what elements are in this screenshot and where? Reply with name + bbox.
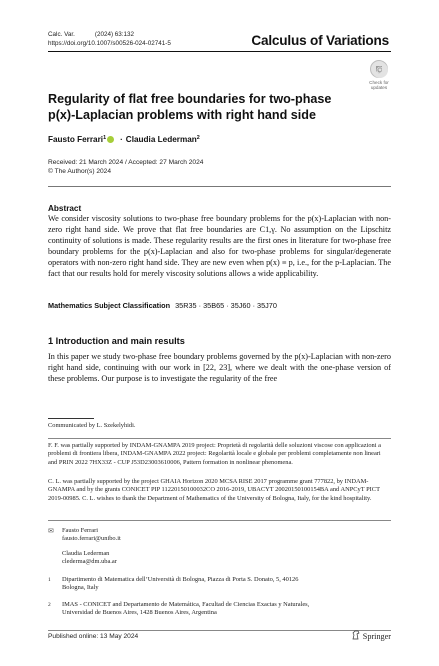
affiliation-1-number: 1 bbox=[48, 577, 51, 583]
article-header-meta bbox=[48, 31, 171, 48]
affiliation-1-line2: Bologna, Italy bbox=[62, 584, 99, 592]
contact-name-2: Claudia Lederman bbox=[62, 549, 110, 557]
contact-name-1: Fausto Ferrari bbox=[62, 527, 99, 534]
received-accepted: Received: 21 March 2024 / Accepted: 27 March 2024 bbox=[48, 159, 204, 166]
msc-label: Mathematics Subject Classification bbox=[48, 301, 171, 310]
publication-dates bbox=[48, 159, 203, 176]
footer-rule bbox=[48, 630, 391, 631]
doi-link[interactable]: https://doi.org/10.1007/s00526-024-02741-5 bbox=[48, 39, 171, 47]
check-for-updates-badge[interactable] bbox=[366, 60, 392, 96]
check-updates-icon bbox=[370, 60, 388, 78]
header-rule bbox=[48, 51, 391, 52]
affiliation-1-line1: Dipartimento di Matematica dell’Università di Bologna, Piazza di Porta S. Donato, 5, 40126 bbox=[62, 576, 299, 583]
author-list bbox=[48, 135, 200, 144]
affiliation-2-line2: Universidad de Buenos Aires, 1428 Buenos Aires, Argentina bbox=[62, 609, 217, 617]
divider bbox=[48, 186, 391, 187]
footnote-divider bbox=[48, 438, 391, 439]
affiliation-1 bbox=[48, 576, 298, 593]
envelope-icon: ✉ bbox=[48, 527, 54, 535]
contact-email-2[interactable]: clederma@dm.uba.ar bbox=[62, 558, 117, 566]
author-1-affil: 1 bbox=[103, 135, 107, 141]
contact-email-1[interactable]: fausto.ferrari@unibo.it bbox=[62, 535, 121, 543]
section-heading: 1 Introduction and main results bbox=[48, 336, 185, 346]
publisher-logo bbox=[352, 630, 391, 642]
author-separator: · bbox=[120, 135, 123, 144]
footnote-rule bbox=[48, 418, 94, 419]
msc-codes: 35R35 · 35B65 · 35J60 · 35J70 bbox=[175, 301, 277, 310]
msc-line bbox=[48, 301, 277, 310]
springer-horse-icon bbox=[352, 630, 360, 642]
funding-cl: C. L. was partially supported by the project GHAIA Horizon 2020 MCSA RISE 2017 programme grant 777822, by INDAM-GNAMPA and by the grants CONICET PIP 11220150100032CO 2016-2019, UBACYT 20020150100154BA and ANPCyT PICT 2019-00985. C. L. wishes to thank the Department of Mathematics of the University of Bologna, Italy, for the kind hospitality. bbox=[48, 478, 380, 502]
journal-title: Calculus of Variations bbox=[251, 33, 389, 48]
badge-line2: updates bbox=[370, 85, 388, 91]
title-line2: p(x)-Laplacian problems with right hand side bbox=[48, 107, 316, 122]
publisher-name: Springer bbox=[362, 631, 391, 641]
citation: (2024) 63:132 bbox=[94, 31, 135, 38]
badge-line1: Check for bbox=[369, 80, 389, 85]
contact-divider bbox=[48, 520, 391, 521]
affiliation-2 bbox=[48, 601, 309, 618]
funding-ff: F. F. was partially supported by INDAM-GNAMPA 2019 project: Proprietà di regolarità delle soluzioni viscose con applicazioni a problemi di frontiera libera, INDAM-GNAMPA 2022 project: Regolarità locale e globale per problemi completamente non lineari and PRIN 2022 7HX33Z - CUP J53D23003610006, Pattern formation in nonlinear phenomena. bbox=[48, 442, 381, 466]
communicated-by: Communicated by L. Szekelyhidi. bbox=[48, 422, 136, 429]
published-online: Published online: 13 May 2024 bbox=[48, 633, 139, 640]
corresponding-contacts bbox=[48, 527, 121, 567]
copyright: © The Author(s) 2024 bbox=[48, 167, 112, 175]
section-body: In this paper we study two-phase free boundary problems governed by the p(x)-Laplacian with non-zero right hand side, continuing with our work in [22, 23], where we dealt with the one-phase version of these problems. Our purpose is to investigate the regularity of the free bbox=[48, 352, 391, 384]
affiliation-2-number: 2 bbox=[48, 602, 51, 608]
title-line1: Regularity of flat free boundaries for two-phase bbox=[48, 92, 332, 106]
author-2-name[interactable]: Claudia Lederman bbox=[125, 135, 197, 144]
orcid-icon[interactable] bbox=[107, 136, 114, 143]
abstract-text: We consider viscosity solutions to two-phase free boundary problems for the p(x)-Laplacian with non-zero right hand side. We prove that flat free boundaries are C1,γ. No assumption on the Lipschitz continuity of solutions is made. These regularity results are the first ones in literature for two-phase free boundary problems for the p(x)-Laplacian and also for two-phase problems for singular/degenerate operators with non-zero right hand side. They are new even when p(x) ≡ p, i.e., for the p-Laplacian. The fact that our results hold for merely viscosity solutions allows a wide applicability. bbox=[48, 214, 391, 279]
affiliation-2-line1: IMAS - CONICET and Departamento de Matemática, Facultad de Ciencias Exactas y Naturales, bbox=[62, 601, 310, 608]
author-1-name[interactable]: Fausto Ferrari bbox=[48, 135, 104, 144]
journal-abbrev: Calc. Var. bbox=[48, 31, 75, 38]
author-2-affil: 2 bbox=[196, 135, 200, 141]
article-title bbox=[48, 92, 348, 124]
abstract-heading: Abstract bbox=[48, 204, 82, 213]
